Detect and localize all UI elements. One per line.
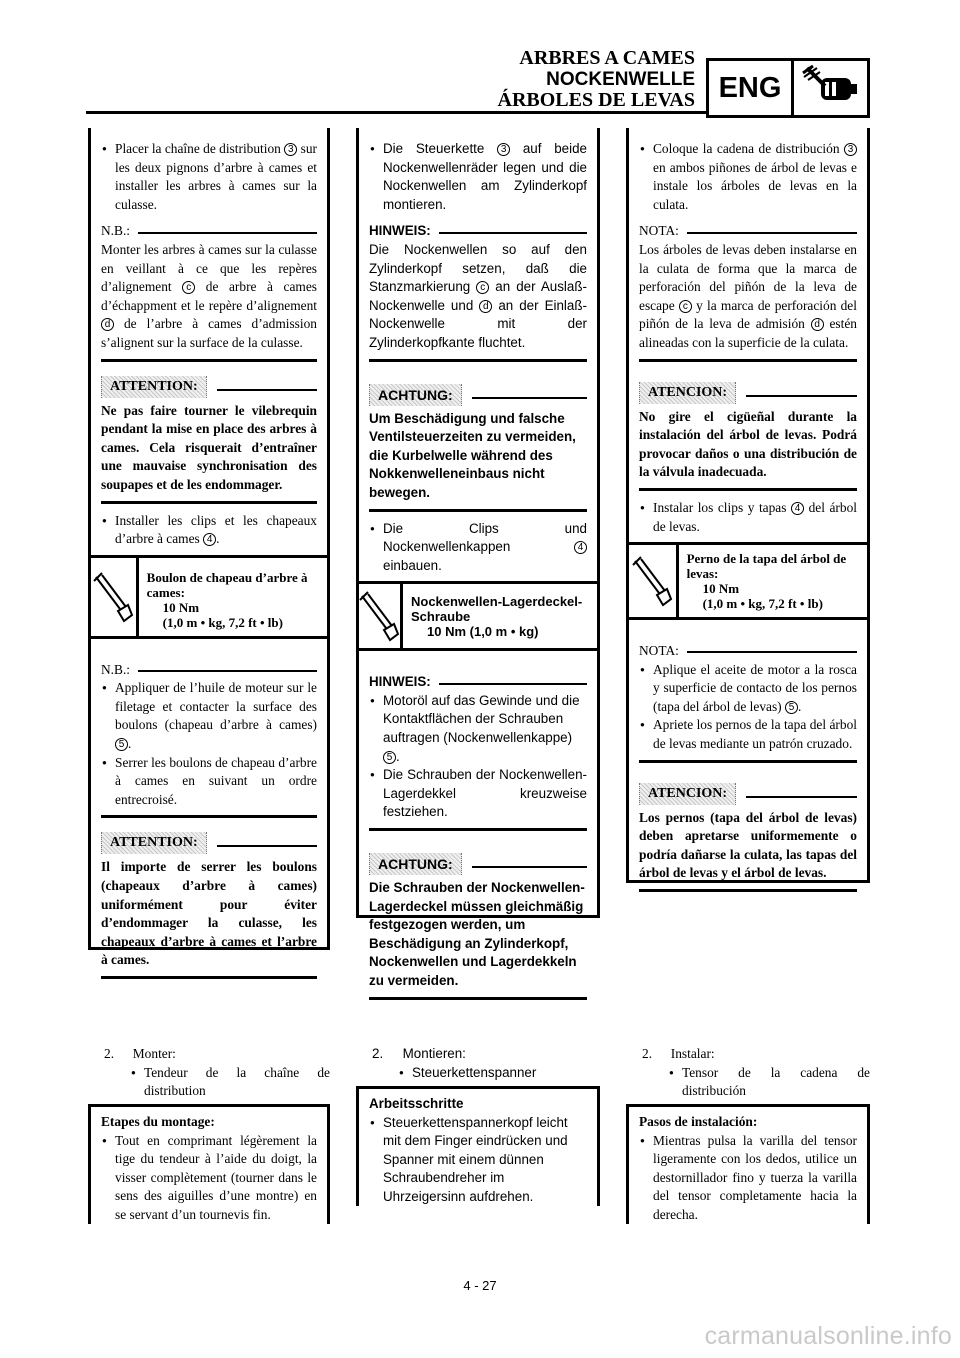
- step-number: 2.: [642, 1046, 653, 1061]
- de-nb2-item1-text: Motoröl auf das Gewinde und die Kontaktflächen der Schrauben auftragen (Nockenwellenkappe): [383, 692, 580, 746]
- es-low-item: ● Tensor de la cadena de distribución: [668, 1064, 870, 1101]
- warning-rule: [746, 395, 857, 397]
- es-torque-text: [679, 545, 870, 617]
- fr-attention1-text: Ne pas faire tourner le vilebrequin pendant la mise en place des arbres à cames. Cela risquerait d’entraîner une mauvaise synchronisation des soupapes et de les endommager.: [101, 402, 317, 492]
- title-es: ÁRBOLES DE LEVAS: [497, 89, 695, 111]
- de-nb2-head: [369, 673, 587, 692]
- fr-step-install-clips: ● Installer les clips et les chapeaux d’arbre à cames 4 .: [101, 512, 317, 549]
- es-procedure-title: Pasos de instalación:: [639, 1114, 758, 1129]
- torque-wrench-icon: [356, 584, 403, 648]
- ref-5: 5: [115, 738, 128, 751]
- ref-5: 5: [383, 751, 396, 764]
- torque-value: 10 Nm: [162, 599, 200, 615]
- note-rule: [687, 651, 857, 653]
- de-attention1-head: [369, 384, 587, 406]
- de-procedure-box: [356, 1086, 600, 1206]
- warning-rule: [217, 389, 317, 391]
- attention-badge: ACHTUNG:: [369, 853, 462, 875]
- warning-end-rule: [639, 488, 857, 491]
- note-end-rule: [369, 828, 587, 831]
- de-nb1-head: [369, 222, 587, 241]
- step-label: Monter:: [132, 1046, 176, 1061]
- es-nb1-c: estén alineadas con la superficie de la culata.: [639, 316, 857, 350]
- ref-3: 3: [844, 143, 857, 156]
- de-nb1-c: an der Einlaß-Nockenwelle mit der Zylinderkopfkante fluchtet.: [369, 297, 587, 350]
- de-step1-rest: auf beide Nockenwellenräder legen und die Nockenwellen am Zylinderkopf montieren.: [383, 141, 587, 212]
- page-header-titles: [498, 48, 695, 111]
- ref-4: 4: [203, 533, 216, 546]
- fr-step-place-chain: [101, 140, 317, 214]
- fr-nb2-item2: ● Serrer les boulons de chapeau d’arbre à cames en suivant un ordre entrecroisé.: [101, 754, 317, 810]
- torque-title: Boulon de chapeau d’arbre à cames:: [146, 569, 308, 600]
- fr-torque-text: [139, 558, 330, 636]
- de-step2-text: Die Clips und Nockenwellenkappen: [383, 520, 587, 555]
- warning-end-rule: [101, 976, 317, 979]
- section-tab: [706, 58, 870, 118]
- torque-wrench-icon: [88, 558, 139, 636]
- section-label: ENG: [709, 61, 794, 115]
- fr-nb1-a: Monter les arbres à cames sur la culasse en veillant à ce que les repères d’alignement: [101, 241, 317, 295]
- warning-end-rule: [369, 509, 587, 512]
- de-nb1-a: Die Nockenwellen so auf den Zylinderkopf setzen, daß die Stanzmarkierung: [369, 241, 587, 295]
- es-nb1-a: Los árboles de levas deben instalarse en la culata de forma que la marca de perforación del piñón de la leva de escape: [639, 241, 857, 313]
- ref-5: 5: [785, 701, 798, 714]
- note-rule: [439, 232, 587, 234]
- step-label: Montieren:: [402, 1046, 466, 1061]
- de-step1-text: Die Steuerkette: [383, 141, 485, 156]
- fr-torque-spec: [88, 555, 330, 639]
- ref-d: d: [811, 318, 824, 331]
- ref-c: c: [476, 281, 489, 294]
- de-attention1-text: Um Beschädigung und falsche Ventilsteuerzeiten zu vermeiden, die Kurbelwelle während des Nokkenwelleneinbaus nicht bewegen.: [369, 410, 576, 500]
- torque-title: Nockenwellen-Lagerdeckel-Schraube: [411, 594, 583, 625]
- step-label: Instalar:: [670, 1046, 715, 1061]
- fr-procedure-box: [88, 1104, 330, 1224]
- note-end-rule: [369, 359, 587, 362]
- es-procedure-box: [626, 1104, 870, 1224]
- ref-c: c: [182, 281, 195, 294]
- attention-badge: ACHTUNG:: [369, 384, 462, 406]
- de-torque-spec: [356, 581, 600, 651]
- es-attention1-head: [639, 382, 857, 404]
- title-fr: ARBRES A CAMES: [519, 47, 695, 69]
- de-low-item: ● Steuerkettenspanner: [398, 1064, 600, 1083]
- de-procedure-item: ● Steuerkettenspannerkopf leicht mit dem Finger eindrücken und Spanner mit einem dünnen Schraubendreher im Uhrzeigersinn aufdrehen.: [369, 1114, 587, 1207]
- note-end-rule: [101, 359, 317, 362]
- de-nb2-item1: ● Motoröl auf das Gewinde und die Kontaktflächen der Schrauben auftragen (Nockenwellenkappe) 5 .: [369, 692, 587, 766]
- es-step2-rest: del árbol de levas.: [653, 499, 857, 534]
- de-nb2-item2: ● Die Schrauben der Nockenwellen-Lagerdekkel kreuzweise festziehen.: [369, 766, 587, 822]
- fr-procedure-title: Etapes du montage:: [101, 1114, 215, 1129]
- note-end-rule: [639, 359, 857, 362]
- de-attention2-head: [369, 853, 587, 875]
- warning-rule: [472, 397, 587, 399]
- es-nb2-item2: ● Apriete los pernos de la tapa del árbol de levas mediante un patrón cruzado.: [639, 716, 857, 753]
- es-attention2-head: [639, 783, 857, 805]
- ref-3: 3: [284, 143, 297, 156]
- es-attention1-text: No gire el cigüeñal durante la instalación del árbol de levas. Podrá provocar daños o una distribución de la válvula inadecuada.: [639, 408, 857, 480]
- warning-end-rule: [101, 501, 317, 504]
- de-procedure-title: Arbeitsschritte: [369, 1096, 464, 1111]
- note-end-rule: [639, 760, 857, 763]
- note-rule: [138, 670, 317, 672]
- es-step1-text: Coloque la cadena de distribución: [653, 141, 840, 156]
- fr-nb1-head: [101, 222, 317, 241]
- de-step-install-clips: [369, 520, 587, 576]
- fr-nb1-label: N.B.:: [101, 223, 131, 239]
- es-install-step: [642, 1045, 870, 1101]
- es-nb1-head: [639, 222, 857, 241]
- de-torque-text: [403, 584, 600, 648]
- es-nb2-head: [639, 642, 857, 661]
- fr-nb2-item1-text: Appliquer de l’huile de moteur sur le filetage et contacter la surface des boulons (chapeau d’arbre à cames): [115, 680, 317, 733]
- fr-low-head: [104, 1045, 330, 1064]
- fr-step2-text: Installer les clips et les chapeaux d’arbre à cames: [115, 512, 317, 547]
- fr-attention2-head: [101, 832, 317, 854]
- warning-end-rule: [639, 889, 857, 892]
- es-attention2-text: Los pernos (tapa del árbol de levas) deben apretarse uniformemente o podría dañarse la culata, las tapas del árbol de levas y el árbol de levas.: [639, 809, 857, 881]
- es-step2-text: Instalar los clips y tapas: [653, 499, 787, 515]
- fr-attention1-head: [101, 376, 317, 398]
- de-step2-rest: einbauen.: [383, 557, 442, 573]
- fr-attention2-text: Il importe de serrer les boulons (chapeaux d’arbre à cames) uniformément pour éviter d’endommager la culasse, les chapeaux d’arbre à cames et l’arbre à cames.: [101, 859, 317, 968]
- column-german: [356, 128, 600, 988]
- warning-rule: [472, 866, 587, 868]
- fr-nb1-c: de l’arbre à cames d’admission s’alignent sur la surface de la culasse.: [101, 316, 317, 350]
- de-low-head: [372, 1045, 600, 1064]
- ref-4: 4: [791, 502, 804, 515]
- note-end-rule: [101, 815, 317, 818]
- note-rule: [439, 683, 587, 685]
- fr-procedure-item: ● Tout en comprimant légèrement la tige du tendeur à l’aide du doigt, la visser complètement (tourner dans le sens des aiguilles d’une montre) en se servant d’un tournevis fin.: [101, 1132, 317, 1225]
- fr-step1-rest: sur les deux pignons d’arbre à cames et installer les arbres à cames sur la culasse.: [115, 141, 317, 212]
- es-step-install-clips: [639, 499, 857, 536]
- fr-nb2-head: [101, 661, 317, 680]
- step-number: 2.: [372, 1046, 384, 1061]
- page-number: 4 - 27: [463, 1278, 497, 1293]
- column-spanish: [626, 128, 870, 883]
- engine-wrench-icon: [794, 61, 867, 115]
- es-nb2-item1: ● Aplique el aceite de motor a la rosca y superficie de contacto de los pernos (tapa del árbol de levas) 5 .: [639, 661, 857, 717]
- note-rule: [138, 232, 317, 234]
- es-torque-spec: [626, 542, 870, 620]
- attention-badge: ATENCION:: [639, 382, 736, 404]
- fr-nb1-text: [101, 241, 317, 353]
- ref-d: d: [101, 318, 114, 331]
- header-rule: [86, 111, 706, 114]
- column-french: [88, 128, 330, 968]
- es-nb2-item1-text: Aplique el aceite de motor a la rosca y superficie de contacto de los pernos (tapa del árbol de levas): [653, 661, 857, 714]
- es-procedure-item: ● Mientras pulsa la varilla del tensor ligeramente con los dedos, utilice un destornillador fino y tuerza la varilla del tensor completamente hacia la derecha.: [639, 1132, 857, 1225]
- de-nb1-b: an der Auslaß-Nockenwelle und: [369, 279, 587, 313]
- ref-c: c: [679, 300, 692, 313]
- de-attention2-text: Die Schrauben der Nockenwellen-Lagerdeckel müssen gleichmäßig festgezogen werden, um Beschädigung an Zylinderkopf, Nockenwellen und Lagerdekkeln zu vermeiden.: [369, 880, 585, 988]
- title-de: NOCKENWELLE: [546, 69, 695, 90]
- torque-value: 10 Nm (1,0 m • kg): [427, 624, 539, 640]
- attention-badge: ATENCION:: [639, 783, 736, 805]
- de-nb2-label: HINWEIS:: [369, 674, 431, 690]
- es-step1-rest: en ambos piñones de árbol de levas e instale los árboles de levas en la culata.: [653, 159, 857, 212]
- es-nb1-b: y la marca de perforación del piñón de la leva de admisión: [639, 297, 857, 332]
- warning-end-rule: [369, 997, 587, 1000]
- fr-nb2-item1: ● Appliquer de l’huile de moteur sur le filetage et contacter la surface des boulons (chapeau d’arbre à cames) 5 .: [101, 679, 317, 753]
- step-number: 2.: [104, 1046, 115, 1061]
- attention-badge: ATTENTION:: [101, 832, 207, 854]
- es-step-place-chain: [639, 140, 857, 214]
- fr-nb1-b: de arbre à cames d’échappment et le repère d’alignement: [101, 279, 317, 313]
- torque-units: (1,0 m • kg, 7,2 ft • lb): [162, 614, 283, 630]
- torque-wrench-icon: [626, 545, 679, 617]
- ref-d: d: [479, 300, 492, 313]
- torque-title: Perno de la tapa del árbol de levas:: [686, 551, 847, 582]
- es-nb1-text: [639, 241, 857, 353]
- de-step-place-chain: [369, 140, 587, 214]
- torque-value: 10 Nm: [702, 581, 740, 597]
- warning-rule: [746, 796, 857, 798]
- es-nb1-label: NOTA:: [639, 223, 679, 239]
- fr-low-item: ● Tendeur de la chaîne de distribution: [130, 1064, 330, 1101]
- torque-units: (1,0 m • kg, 7,2 ft • lb): [702, 596, 823, 612]
- watermark: carmanualsonline.info: [704, 1322, 952, 1350]
- es-nb2-label: NOTA:: [639, 643, 679, 659]
- de-nb1-label: HINWEIS:: [369, 223, 431, 239]
- ref-4: 4: [574, 541, 587, 554]
- note-rule: [687, 232, 857, 234]
- warning-rule: [217, 845, 317, 847]
- fr-install-step: [104, 1045, 330, 1101]
- ref-3: 3: [497, 143, 510, 156]
- attention-badge: ATTENTION:: [101, 376, 207, 398]
- fr-nb2-label: N.B.:: [101, 661, 131, 677]
- es-low-head: [642, 1045, 870, 1064]
- de-install-step: [372, 1045, 600, 1082]
- fr-step1-text: Placer la chaîne de distribution: [115, 141, 281, 156]
- de-nb1-text: [369, 241, 587, 353]
